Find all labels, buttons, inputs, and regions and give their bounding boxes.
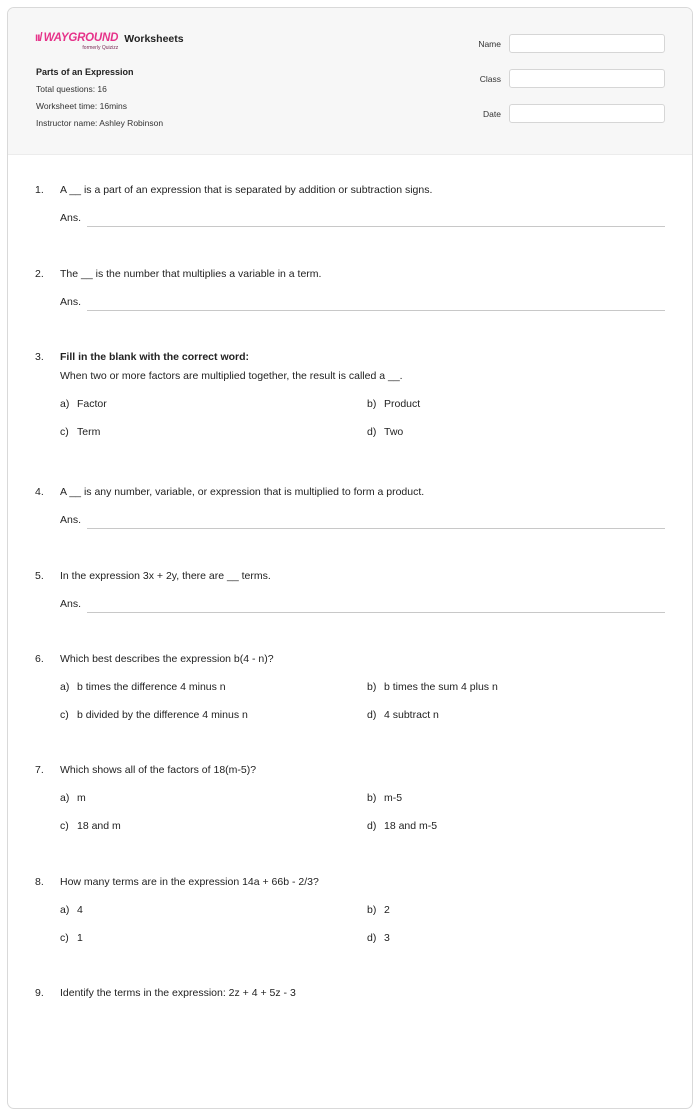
option-text: Product (384, 398, 421, 410)
question-text: Which best describes the expression b(4 - n)? (60, 653, 274, 665)
question-8 (35, 875, 665, 945)
option-b[interactable] (367, 397, 665, 411)
answer-options (60, 791, 665, 833)
option-letter: c) (60, 820, 69, 832)
product-name: Worksheets (124, 33, 184, 45)
class-label: Class (479, 73, 501, 84)
option-d[interactable] (367, 708, 665, 722)
option-a[interactable] (60, 397, 367, 411)
option-text: Two (384, 426, 404, 438)
option-b[interactable] (367, 903, 665, 917)
question-subtext: When two or more factors are multiplied together, the result is called a __. (60, 370, 403, 382)
worksheet-meta (36, 67, 163, 135)
question-4 (35, 485, 665, 527)
option-text: Factor (77, 398, 107, 410)
option-letter: b) (367, 681, 377, 693)
class-field-row (478, 69, 665, 88)
option-letter: b) (367, 904, 377, 916)
question-9 (35, 986, 665, 1000)
option-c[interactable] (60, 931, 367, 945)
question-2 (35, 267, 665, 309)
answer-options (60, 397, 665, 439)
answer-row (60, 295, 665, 309)
question-1 (35, 183, 665, 225)
question-text: Fill in the blank with the correct word: (60, 351, 250, 363)
question-3 (35, 350, 665, 439)
answer-line[interactable] (87, 214, 665, 227)
option-b[interactable] (367, 680, 665, 694)
option-letter: c) (60, 932, 69, 944)
wayground-logo-icon: ıı/ (35, 32, 42, 44)
class-input[interactable] (509, 69, 665, 88)
logo-wordmark: WAYGROUND (43, 32, 119, 44)
question-6 (35, 652, 665, 722)
worksheet-card (7, 7, 693, 1109)
option-c[interactable] (60, 819, 367, 833)
question-7 (35, 763, 665, 833)
question-5 (35, 569, 665, 611)
option-text: b divided by the difference 4 minus n (77, 709, 248, 721)
total-questions: Total questions: 16 (36, 84, 107, 94)
logo-subtitle: formerly Quizizz (82, 45, 119, 51)
option-text: Term (77, 426, 101, 438)
option-text: 4 (77, 904, 83, 916)
question-number: 2. (35, 268, 44, 280)
option-letter: a) (60, 904, 70, 916)
question-number: 5. (35, 570, 44, 582)
option-a[interactable] (60, 903, 367, 917)
name-field-row (478, 34, 665, 53)
option-text: 18 and m (77, 820, 121, 832)
answer-options (60, 680, 665, 722)
option-b[interactable] (367, 791, 665, 805)
question-text: The __ is the number that multiplies a variable in a term. (60, 268, 322, 280)
option-letter: c) (60, 709, 69, 721)
student-fields (478, 34, 665, 139)
question-text: Which shows all of the factors of 18(m-5)? (60, 764, 257, 776)
question-text: A __ is a part of an expression that is separated by addition or subtraction signs. (60, 184, 433, 196)
option-text: 3 (384, 932, 390, 944)
option-a[interactable] (60, 680, 367, 694)
answer-label: Ans. (60, 598, 82, 610)
option-letter: a) (60, 792, 70, 804)
option-text: 4 subtract n (384, 709, 439, 721)
option-letter: a) (60, 681, 70, 693)
date-label: Date (483, 108, 501, 119)
option-text: 2 (384, 904, 390, 916)
option-c[interactable] (60, 708, 367, 722)
option-text: b times the difference 4 minus n (77, 681, 226, 693)
question-number: 6. (35, 653, 44, 665)
option-letter: a) (60, 398, 70, 410)
option-letter: b) (367, 398, 377, 410)
name-label: Name (478, 38, 501, 49)
option-text: m-5 (384, 792, 403, 804)
brand (35, 32, 184, 51)
name-input[interactable] (509, 34, 665, 53)
question-number: 9. (35, 987, 44, 999)
option-text: 18 and m-5 (384, 820, 438, 832)
date-field-row (478, 104, 665, 123)
option-c[interactable] (60, 425, 367, 439)
question-text: In the expression 3x + 2y, there are __ terms. (60, 570, 271, 582)
answer-options (60, 903, 665, 945)
option-d[interactable] (367, 425, 665, 439)
answer-label: Ans. (60, 296, 82, 308)
worksheet-title: Parts of an Expression (36, 67, 134, 77)
question-number: 1. (35, 184, 44, 196)
option-d[interactable] (367, 931, 665, 945)
option-text: 1 (77, 932, 83, 944)
worksheet-header (8, 8, 692, 155)
answer-label: Ans. (60, 514, 82, 526)
option-letter: d) (367, 820, 377, 832)
option-letter: d) (367, 932, 377, 944)
date-input[interactable] (509, 104, 665, 123)
instructor-name: Instructor name: Ashley Robinson (36, 118, 164, 128)
option-letter: d) (367, 709, 377, 721)
answer-row (60, 597, 665, 611)
option-letter: d) (367, 426, 377, 438)
answer-line[interactable] (87, 298, 665, 311)
answer-line[interactable] (87, 516, 665, 529)
question-text: Identify the terms in the expression: 2z + 4 + 5z - 3 (60, 987, 296, 999)
wayground-logo (35, 32, 118, 51)
option-text: m (77, 792, 86, 804)
question-text: How many terms are in the expression 14a + 66b - 2/3? (60, 876, 319, 888)
option-d[interactable] (367, 819, 665, 833)
question-number: 7. (35, 764, 44, 776)
answer-row (60, 513, 665, 527)
option-letter: c) (60, 426, 69, 438)
question-number: 3. (35, 351, 44, 363)
answer-line[interactable] (87, 600, 665, 613)
question-text: A __ is any number, variable, or expression that is multiplied to form a product. (60, 486, 425, 498)
question-number: 4. (35, 486, 44, 498)
option-text: b times the sum 4 plus n (384, 681, 498, 693)
answer-label: Ans. (60, 212, 82, 224)
worksheet-time: Worksheet time: 16mins (36, 101, 128, 111)
question-number: 8. (35, 876, 44, 888)
answer-row (60, 211, 665, 225)
option-a[interactable] (60, 791, 367, 805)
option-letter: b) (367, 792, 377, 804)
